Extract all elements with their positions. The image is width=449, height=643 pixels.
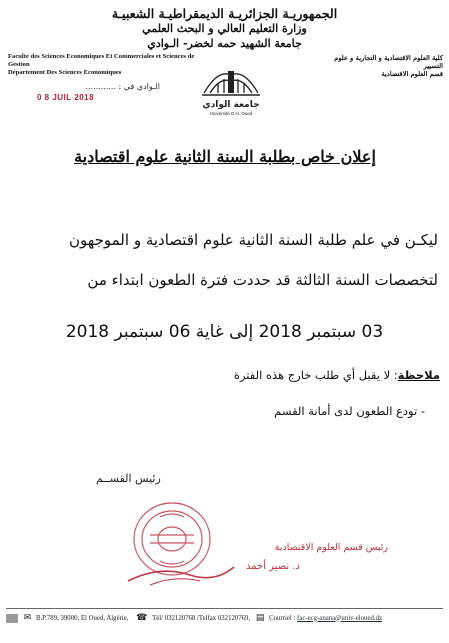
date-stamp: 0 8 JUIL 2018 bbox=[37, 93, 95, 102]
announcement-title: إعلان خاص بطلبة السنة الثانية علوم اقتصادية bbox=[74, 147, 376, 166]
university-header: جامعة الشهيد حمه لخضر- الـوادي bbox=[147, 37, 302, 50]
footer-email-link[interactable]: fac-ecg-anana@univ-eloued.dz bbox=[297, 614, 382, 622]
note bbox=[234, 368, 440, 382]
republic-header: الجمهوريـة الجزائريـة الديمقراطيـة الشعبيـة bbox=[111, 6, 338, 21]
logo-text-fr: Université D.H. Oued bbox=[209, 111, 253, 116]
note-text: : لا يقبل أي طلب خارج هذه الفترة bbox=[233, 368, 398, 382]
department-name-fr: Département Des Sciences Economiques bbox=[8, 69, 122, 76]
body-line-1: ليكـن في علم طلبة السنة الثانية علوم اقتصادية و الموجهون bbox=[68, 231, 438, 249]
footer-address: B.P.789, 39000, El Oued, Algérie, bbox=[35, 614, 129, 622]
faculty-name-fr: Faculte des Sciences Economiques Et Commerciales et Sciences de Gestion bbox=[8, 53, 195, 68]
footer-phone: Tél/ 032120768 /Telfax 032120769, bbox=[152, 614, 251, 622]
signature-name: د. نصير أحمد bbox=[246, 561, 300, 572]
body-line-3: 03 سبتمبر 2018 إلى غاية 06 سبتمبر 2018 bbox=[65, 322, 384, 342]
signature-department: رئيس قسم العلوم الاقتصادية bbox=[274, 542, 388, 553]
phone-icon: ☎ bbox=[136, 613, 148, 623]
footer-email-label: Courriel : bbox=[269, 614, 296, 622]
logo-text-ar: جامعة الوادي bbox=[202, 100, 260, 110]
note-bullet: - تودع الطعون لدى أمانة القسم bbox=[274, 404, 425, 418]
university-logo bbox=[198, 63, 264, 117]
place-date-line: الـوادي في : ............ bbox=[85, 82, 160, 91]
footer-logo bbox=[6, 614, 18, 623]
footer bbox=[6, 613, 446, 623]
envelope-icon: ✉ bbox=[23, 613, 32, 623]
department-name-ar: قسم العلوم الاقتصادية bbox=[381, 70, 443, 78]
signature-title: رئيس القســم bbox=[96, 472, 161, 485]
ministry-header: وزارة التعليم العالي و البحث العلمي bbox=[142, 22, 307, 35]
fax-icon: ▤ bbox=[255, 613, 265, 623]
footer-divider bbox=[6, 608, 443, 609]
body-line-2: لتخصصات السنة الثالثة قد حددت فترة الطعون ابتداء من bbox=[87, 271, 438, 289]
note-label: ملاحظة bbox=[397, 368, 440, 382]
official-seal bbox=[120, 495, 240, 591]
faculty-name-ar: كلية العلوم الاقتصادية و التجارية و علوم التسيير bbox=[334, 54, 443, 70]
